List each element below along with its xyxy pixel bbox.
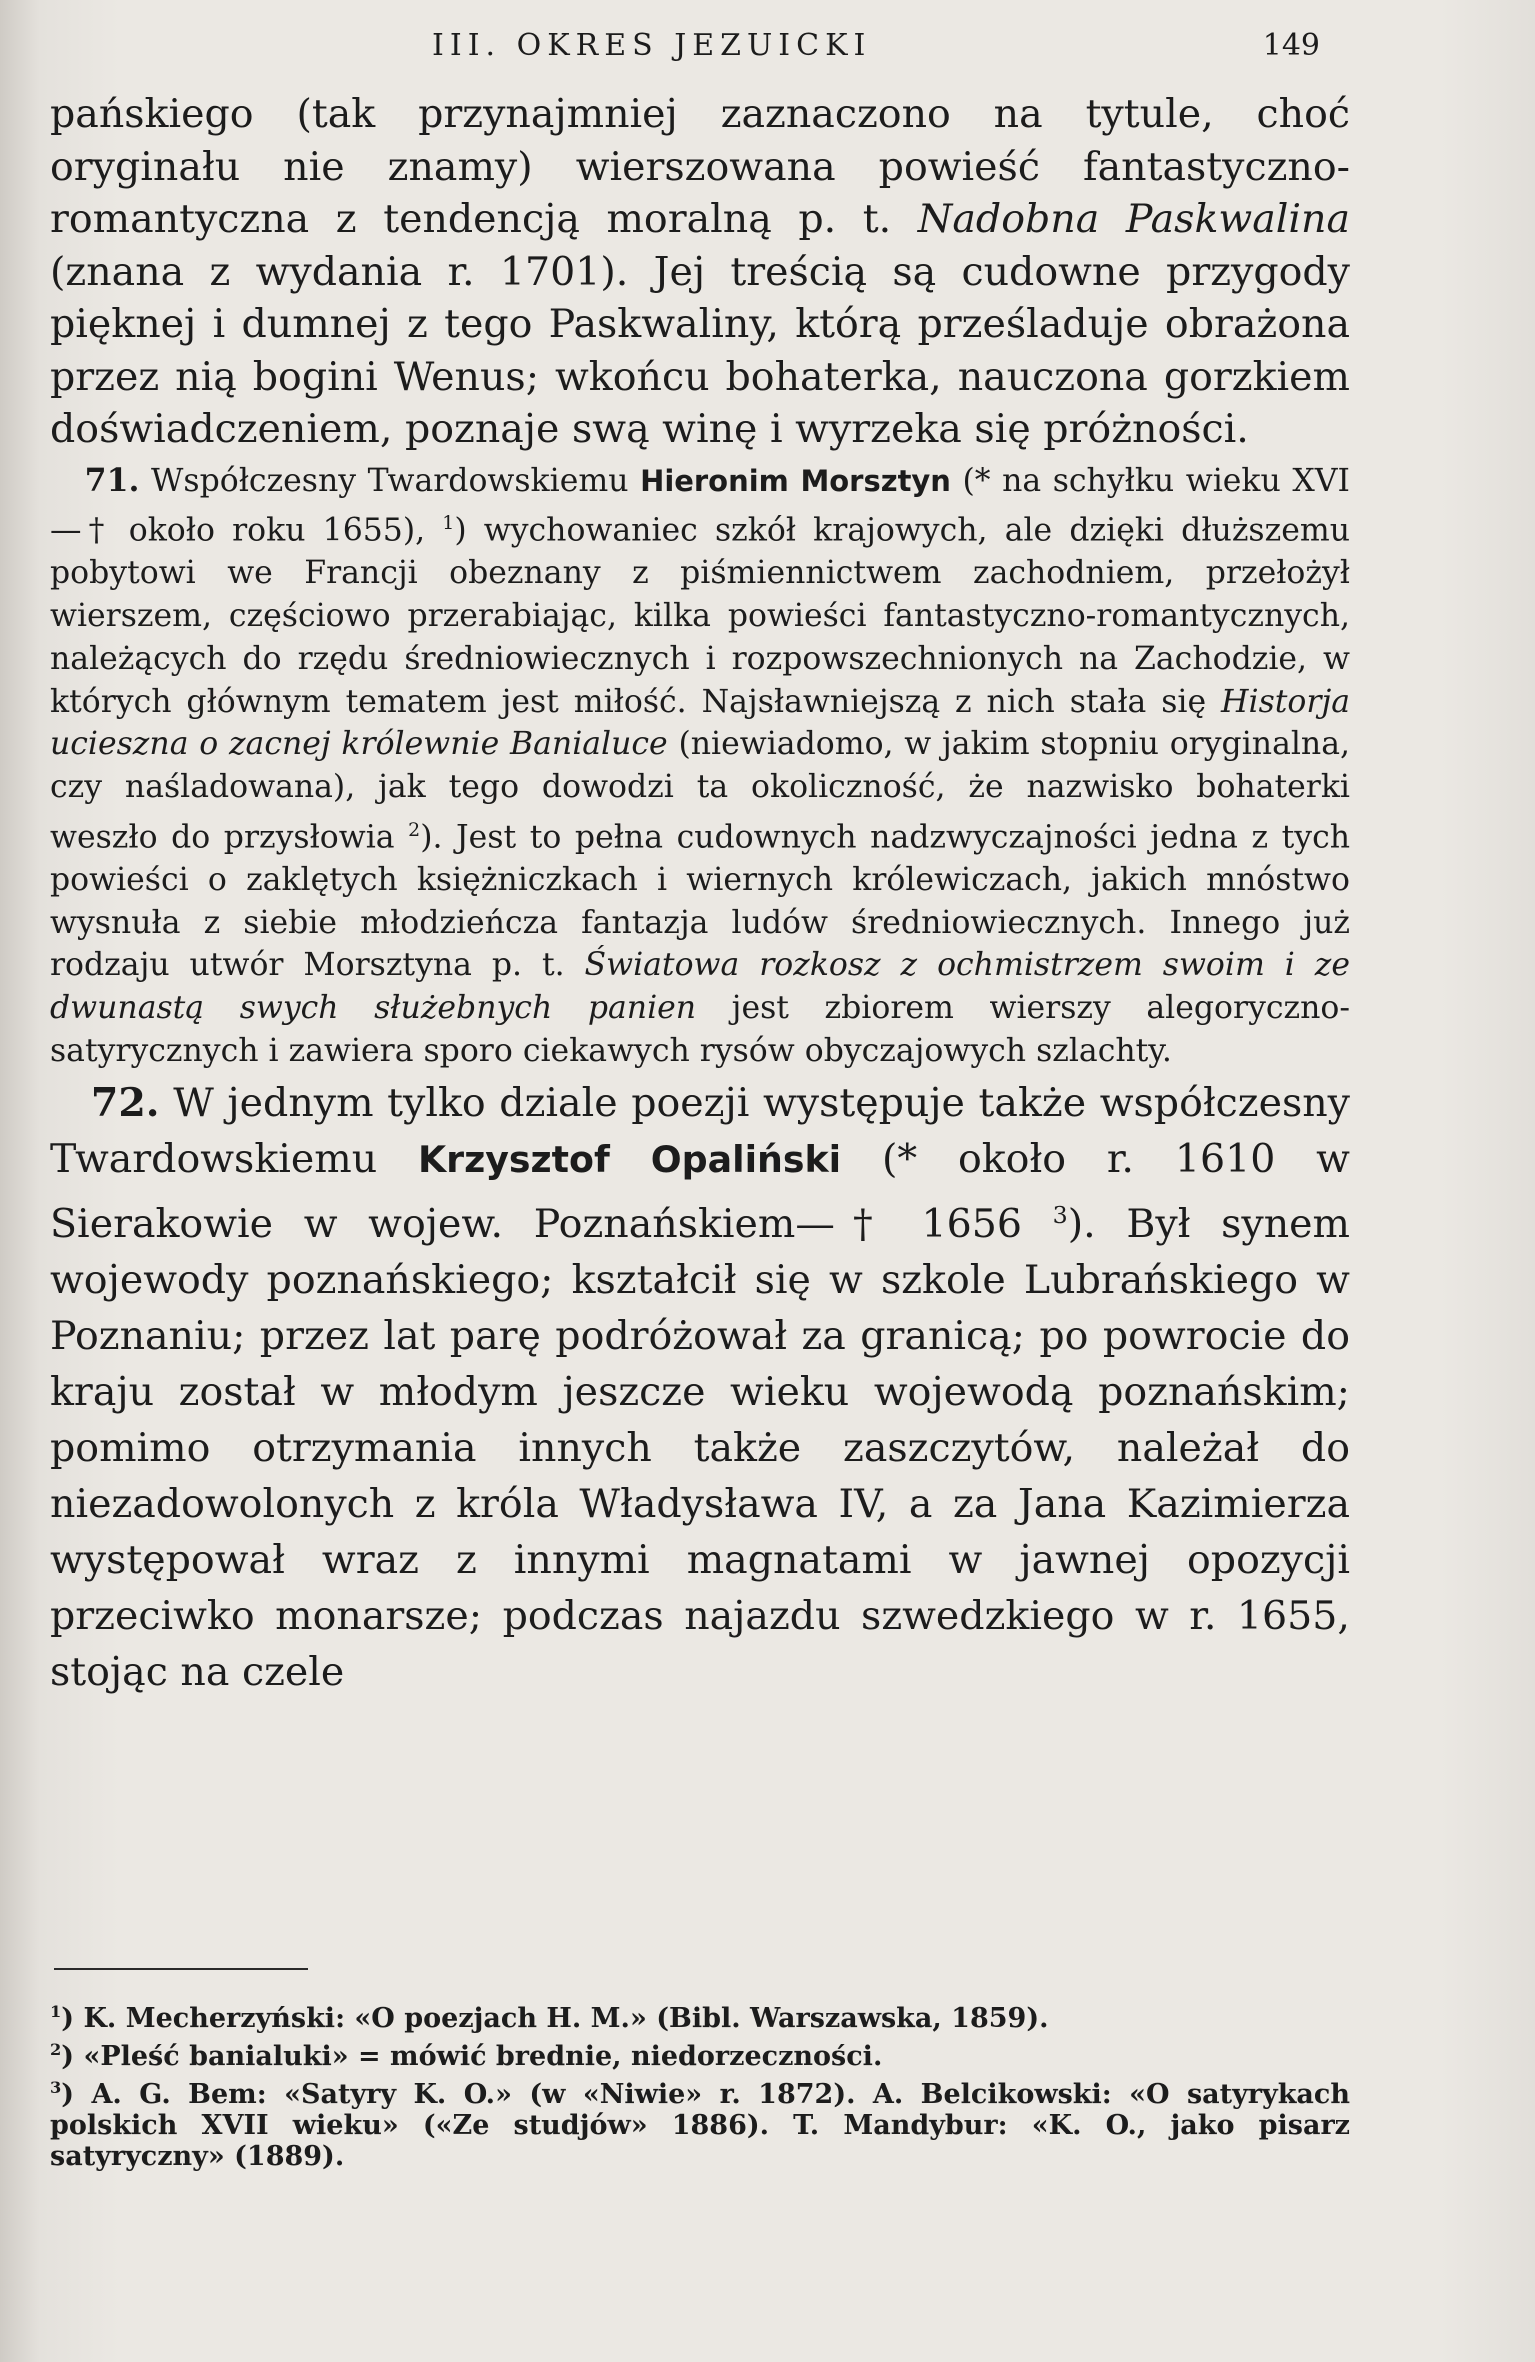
paragraph-text: ) wychowaniec szkół krajowych, ale dzięki dłuższemu pobytowi we Francji obeznany z piśmiennictwem zachodniem, przełożył wierszem, częściowo przerabiając, kilka powieści fantastyczno-romantycznych, należących do rzędu średniowiecznych i rozpowszechnionych na Zachodzie, w których głównym tematem jest miłość. Najsławniejszą z nich stała się xyxy=(50,512,1350,720)
section-71 xyxy=(50,460,1350,1073)
author-name: Hieronim Morsztyn xyxy=(640,463,951,498)
page-header xyxy=(60,28,1350,72)
footnote-text: ) «Pleść banialuki» = mówić brednie, niedorzeczności. xyxy=(61,2041,883,2072)
paragraph-text: (niewiadomo, w jakim stopniu oryginalna, czy naśladowana), jak tego dowodzi ta okoliczność, że nazwisko bohaterki weszło do przysłowia xyxy=(50,726,1350,856)
paragraph-text: Współczesny Twardowskiemu xyxy=(139,462,641,499)
footnote-text: ) K. Mecherzyński: «O poezjach H. M.» (Bibl. Warszawska, 1859). xyxy=(61,2003,1049,2034)
footnote-mark: 2 xyxy=(408,818,421,841)
paragraph-text: W jednym tylko dziale poezji występuje także współczesny Twardowskiemu xyxy=(50,1080,1350,1183)
footnote xyxy=(50,2072,1350,2172)
main-text xyxy=(50,88,1350,1700)
footnotes xyxy=(50,1996,1350,2172)
section-number: 71. xyxy=(84,461,140,499)
paragraph-text: pańskiego (tak przynajmniej zaznaczono na tytule, choć oryginału nie znamy) wierszowana powieść fantastyczno-romantyczna z tendencją moralną p. t. xyxy=(50,91,1350,242)
section-number: 72. xyxy=(90,1080,160,1127)
paragraph-text: ). Był synem wojewody poznańskiego; kształcił się w szkole Lubrańskiego w Poznaniu; przez lat parę podróżował za granicą; po powrocie do kraju został w młodym jeszcze wieku wojewodą poznańskim; pomimo otrzymania innych także zaszczytów, należał do niezadowolonych z króla Władysława IV, a za Jana Kazimierza występował wraz z innymi magnatami w jawnej opozycji przeciwko monarsze; podczas najazdu szwedzkiego w r. 1655, stojąc na czele xyxy=(50,1201,1350,1695)
footnote-mark: 1 xyxy=(442,512,455,535)
paragraph-text: (* na schyłku wieku XVI—† około roku 1655), xyxy=(50,462,1350,549)
paragraph-continuation xyxy=(50,88,1350,456)
footnote-mark: 2 xyxy=(50,2040,62,2059)
running-head: III. OKRES JEZUICKI xyxy=(432,28,872,63)
author-name: Krzysztof Opaliński xyxy=(418,1138,842,1182)
section-72 xyxy=(50,1076,1350,1700)
work-title: Nadobna Paskwalina xyxy=(917,196,1351,242)
footnote-mark: 3 xyxy=(50,2078,62,2097)
page-number: 149 xyxy=(1262,28,1320,63)
footnote-separator xyxy=(54,1968,308,1970)
footnote xyxy=(50,1996,1350,2034)
paragraph-text: jest zbiorem wierszy alegoryczno-satyrycznych i zawiera sporo ciekawych rysów obyczajowych szlachty. xyxy=(50,989,1351,1069)
footnote-mark: 1 xyxy=(50,2002,62,2021)
paragraph-text: (* około r. 1610 w Sierakowie w wojew. Poznańskiem—† 1656 xyxy=(50,1136,1350,1248)
paragraph-text: (znana z wydania r. 1701). Jej treścią są cudowne przygody pięknej i dumnej z tego Paskwaliny, którą prześladuje obrażona przez nią bogini Wenus; wkońcu bohaterka, nauczona gorzkiem doświadczeniem, poznaje swą winę i wyrzeka się próżności. xyxy=(50,248,1350,452)
work-title: Historja ucieszna o zacnej królewnie Banialuce xyxy=(50,683,1350,763)
footnote xyxy=(50,2034,1350,2072)
footnote-text: ) A. G. Bem: «Satyry K. O.» (w «Niwie» r. 1872). A. Belcikowski: «O satyrykach polskich XVII wieku» («Ze studjów» 1886). T. Mandybur: «K. O., jako pisarz satyryczny» (1889). xyxy=(50,2079,1350,2172)
paragraph-text: ). Jest to pełna cudownych nadzwyczajności jedna z tych powieści o zaklętych księżniczkach i wiernych królewiczach, jakich mnóstwo wysnuła z siebie młodzieńcza fantazja ludów średniowiecznych. Innego już rodzaju utwór Morsztyna p. t. xyxy=(50,819,1350,984)
footnote-mark: 3 xyxy=(1052,1201,1068,1230)
work-title: Światowa rozkosz z ochmistrzem swoim i ze dwunastą swych służebnych panien xyxy=(50,947,1350,1026)
